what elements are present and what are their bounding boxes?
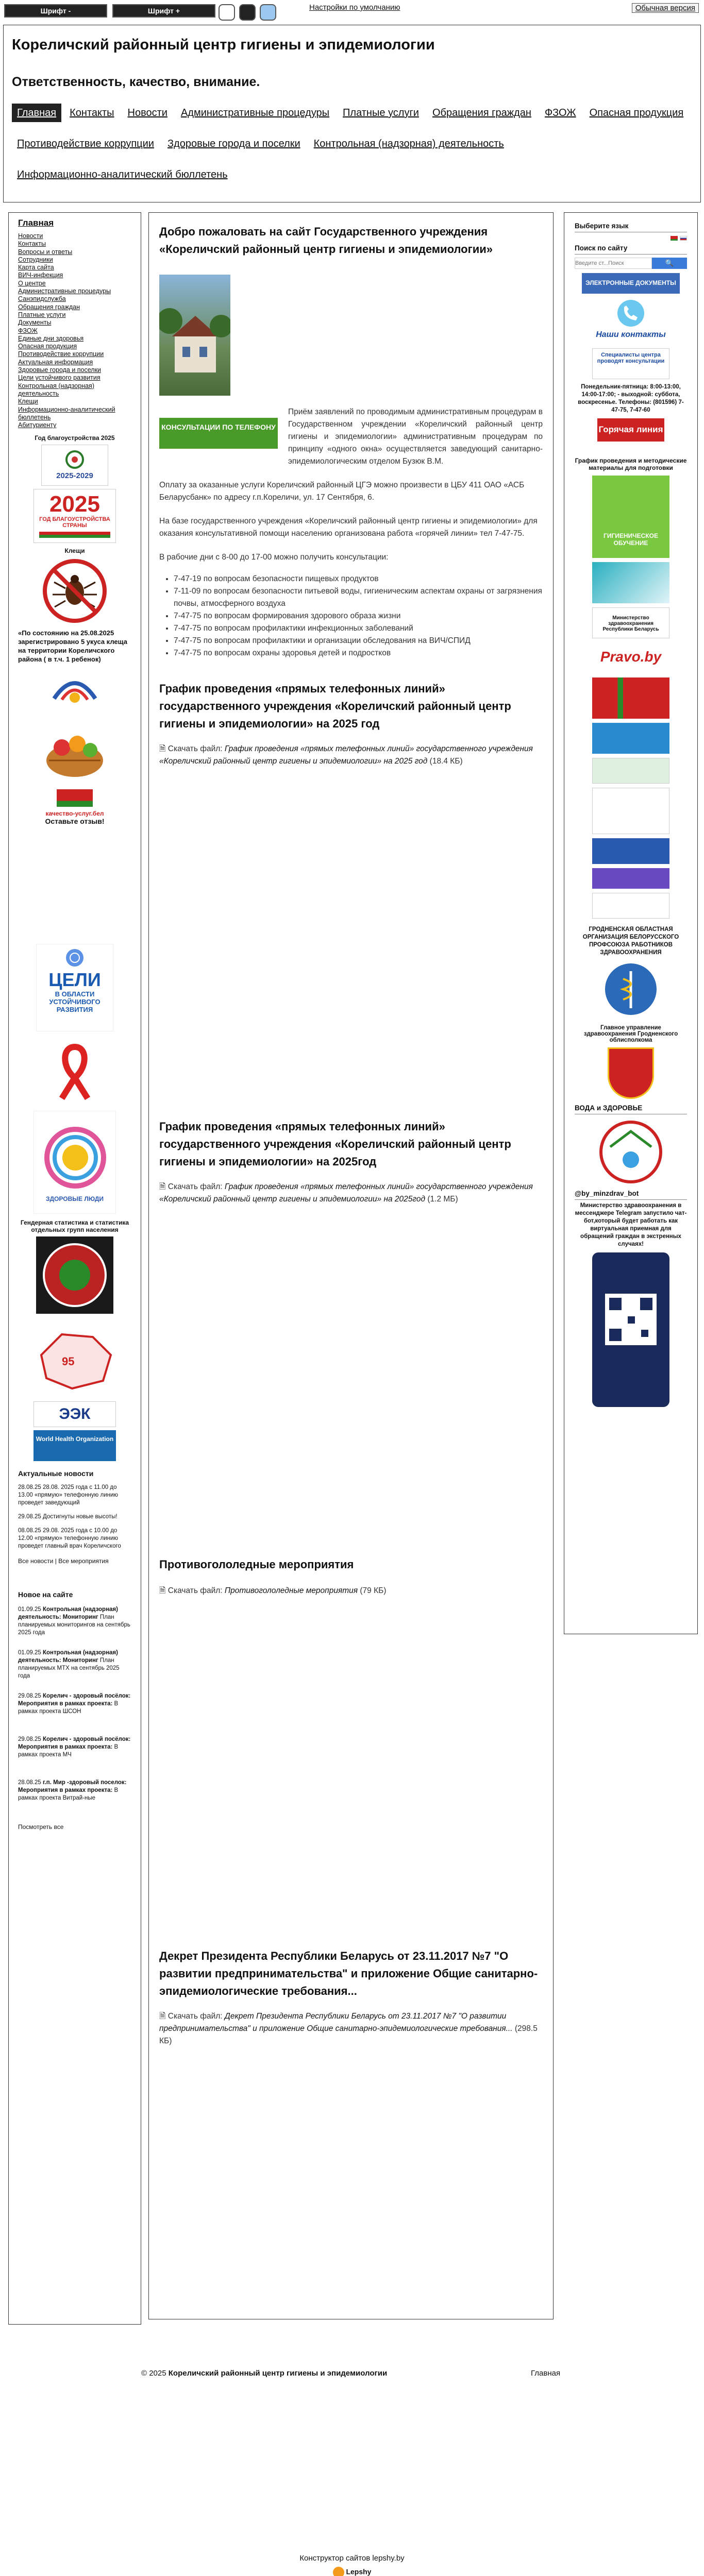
left-menu-item[interactable]: Противодействие коррупции xyxy=(18,350,104,358)
water-icon xyxy=(587,1118,675,1185)
belarus-map-banner[interactable] xyxy=(31,1324,119,1396)
site-news-link[interactable]: В рамках проекта МЧ xyxy=(18,1744,119,1758)
site-news-section-link[interactable]: Корелич - здоровый посёлок: Мероприятия в рамках проекта: xyxy=(18,1736,131,1751)
section-2-file-link[interactable]: График проведения «прямых телефонных линий» государственного учреждения «Кореличский районный центр гигиены и эпидемиологии» на 2025год xyxy=(159,1182,533,1204)
healthy-food-banner[interactable] xyxy=(39,724,111,786)
eek-banner[interactable]: ЭЭК xyxy=(33,1401,116,1427)
telegram-bot-banner[interactable] xyxy=(592,1252,669,1407)
nav-home[interactable]: Главная xyxy=(12,104,61,122)
un-logo-icon xyxy=(64,947,85,968)
consult-list xyxy=(174,573,543,659)
site-news-section-link[interactable]: г.п. Мир -здоровый поселок: Мероприятия в рамках проекта: xyxy=(18,1780,127,1794)
flag-icon xyxy=(57,789,93,807)
healthy-people-icon xyxy=(34,1111,116,1194)
font-decrease-button[interactable]: Шрифт - xyxy=(4,4,107,18)
red-ribbon-icon xyxy=(46,1042,103,1104)
building-photo xyxy=(159,275,230,396)
section-3-file-link[interactable]: Противогололедные мероприятия xyxy=(224,1586,358,1595)
download-icon: 🗎 xyxy=(159,1182,166,1191)
welcome-heading: Добро пожаловать на сайт Государственного учреждения «Кореличский районный центр гигиены и эпидемиологии» xyxy=(159,225,493,256)
right-sidebar xyxy=(564,212,698,1634)
left-menu-item[interactable]: Карта сайта xyxy=(18,264,54,272)
payment-text: Оплату за оказанные услуги Кореличский районный ЦГЭ можно произвести в ЦБУ 411 ОАО «АСБ Беларусбанк» по адресу г.п.Кореличи, ул. 17 Сентября, 6. xyxy=(159,481,525,502)
stats-title: Гендерная статистика и статистика отдельных групп населения xyxy=(20,1219,129,1234)
bot-text: Министерство здравоохранения в мессенджере Telegram запустило чат-бот,который будет работать как виртуальная приемная для обращений граждан в экстренных случаях! xyxy=(575,1202,687,1247)
section-3-title: Противогололедные мероприятия xyxy=(159,1558,354,1571)
left-menu-item[interactable]: ВИЧ-инфекция xyxy=(18,272,63,279)
left-sidebar: Главная Новости Контакты Вопросы и ответы Сотрудники Карта сайта ВИЧ-инфекция О центре Административные процедуры Санэпидслужба Обращения граждан Платные услуги Документы ФЗОЖ Единые дни здоровья Опасная продукция Противодействие коррупции Актуальная информация Здоровые города и поселки Цели устойчивого развития Контрольная (надзорная) деятельность Клещи Информационно-аналитический бюллетень Абитуриенту Год благоустройства 2025 2025-2029 2025 ГОД БЛАГОУСТРОЙСТВА СТРАНЫ Клещи «По состоянию на 25.08.2025 зарегистрировано 5 укуса клеща на территории Кореличского района ( в т.ч. 1 ребенок) качество-услуг.бел Оставьте отзыв! ЦЕЛИ В ОБЛАСТИ УСТОЙЧИВОГО РАЗВИТИЯ ЗДОРОВЫЕ ЛЮДИ Гендерная статистика и статистика отдельных групп населения 95 ЭЭК World Health Organization Актуальные новости 28.08.25 28.08. 2025 года с 11.00 до 13.00 «прямую» телефонную линию проведет заведующий 29.08.25 Достигнуты новые высоты! 08.08.25 29.08. 2025 года с 10.00 до 12.00 «прямую» телефонную линию проведет главный врач Кореличского Все новости | Все мероприятия Новое на сайте 01.09.25 Контрольная (надзорная) деятельность: Мониторинг План планируемых мониторингов на сентябрь 2025 года 01.09.25 Контрольная (надзорная) деятельность: Мониторинг План планируемых МТХ на сентябрь 2025 года 29.08.25 Корелич - здоровый посёлок: Мероприятия в рамках проекта: В рамках проекта ШСОН 29.08.25 Корелич - здоровый посёлок: Мероприятия в рамках проекта: В рамках проекта МЧ 28.08.25 г.п. Мир -здоровый поселок: Мероприятия в рамках проекта: В рамках проекта Витрай-ные Посмотреть все xyxy=(8,212,141,2325)
main-nav xyxy=(12,97,692,190)
tick-warning-banner[interactable] xyxy=(41,557,108,624)
consult-item: • 7-11-09 по вопросам безопасности питьевой воды, гигиеническим аспектам охраны от загрязнения почвы, атмосферного воздуха xyxy=(174,585,543,610)
site-news-item: 01.09.25 Контрольная (надзорная) деятельность: Мониторинг План планируемых МТХ на сентябрь 2025 года xyxy=(18,1650,120,1680)
news-title: Актуальные новости xyxy=(18,1469,94,1478)
building-image xyxy=(159,275,230,396)
year-banner-title: Год благоустройства 2025 xyxy=(35,434,115,442)
news-list xyxy=(18,1484,131,1550)
constructor-signature xyxy=(0,2554,704,2576)
specialists-banner[interactable]: Специалисты центра проводят консультации xyxy=(592,348,669,379)
phone-icon xyxy=(608,298,654,329)
download-icon: 🗎 xyxy=(159,2012,166,2021)
theme-black-swatch[interactable] xyxy=(239,4,256,21)
blue-info-banner[interactable] xyxy=(592,838,669,864)
consult-item: • 7-47-75 по вопросам формирования здорового образа жизни xyxy=(174,610,543,622)
bot-name: @by_minzdrav_bot xyxy=(575,1190,687,1200)
union-text: ГРОДНЕНСКАЯ ОБЛАСТНАЯ ОРГАНИЗАЦИЯ БЕЛОРУССКОГО ПРОФСОЮЗА РАБОТНИКОВ ЗДРАВООХРАНЕНИЯ xyxy=(582,926,679,956)
section-1-title: График проведения «прямых телефонных линий» государственного учреждения «Кореличский районный центр гигиены и эпидемиологии» на 2025 год xyxy=(159,682,511,730)
site-news-item: 01.09.25 Контрольная (надзорная) деятельность: Мониторинг План планируемых мониторингов на сентябрь 2025 года xyxy=(18,1606,130,1636)
grodno-emblem[interactable] xyxy=(608,1047,654,1099)
download-icon: 🗎 xyxy=(159,1586,166,1595)
pravo-banner[interactable]: Pravo.by xyxy=(600,649,662,665)
methods-title: График проведения и методические материалы для подготовки xyxy=(575,457,687,471)
site-news-section-link[interactable]: Корелич - здоровый посёлок: Мероприятия в рамках проекта: xyxy=(18,1693,131,1707)
news-link[interactable]: Достигнуты новые высоты! xyxy=(42,1514,118,1520)
ministry-health-banner[interactable]: Министерство здравоохранения Республики Беларусь xyxy=(592,607,669,638)
left-menu-item[interactable]: Документы xyxy=(18,319,52,327)
view-all-link[interactable]: Посмотреть все xyxy=(18,1823,64,1831)
left-menu-item[interactable]: О центре xyxy=(18,279,46,287)
ticks-title: Клещи xyxy=(64,547,85,555)
left-menu-title[interactable]: Главная xyxy=(18,218,54,228)
qr-code-icon xyxy=(605,1294,657,1345)
default-settings-link[interactable]: Настройки по умолчанию xyxy=(309,3,400,12)
healthy-people-banner[interactable]: ЗДОРОВЫЕ ЛЮДИ xyxy=(33,1111,116,1214)
wreath-icon xyxy=(57,449,93,470)
who-banner[interactable]: World Health Organization xyxy=(33,1430,116,1461)
left-menu-item[interactable]: Контакты xyxy=(18,240,46,248)
site-news-link[interactable]: В рамках проекта ШСОН xyxy=(18,1701,119,1715)
left-menu-item[interactable]: Цели устойчивого развития xyxy=(18,374,100,382)
site-news-list xyxy=(18,1606,131,1815)
flag-by-icon[interactable] xyxy=(671,236,678,241)
left-menu-item[interactable]: Санэпидслужба xyxy=(18,295,66,303)
top-bar xyxy=(0,0,704,21)
svg-text:95: 95 xyxy=(62,1355,75,1368)
all-news-link[interactable]: Все новости xyxy=(18,1557,54,1565)
left-menu-item[interactable]: Контрольная (надзорная) деятельность xyxy=(18,382,94,397)
water-health-banner[interactable] xyxy=(587,1118,675,1185)
download-icon: 🗎 xyxy=(159,744,166,753)
search-form xyxy=(575,258,687,269)
news-item: 28.08.25 28.08. 2025 года с 11.00 до 13.00 «прямую» телефонную линию проведет заведующий xyxy=(18,1484,119,1506)
nav-contacts[interactable]: Контакты xyxy=(70,107,114,118)
state-symbols-banner[interactable] xyxy=(592,677,669,719)
sdg-banner[interactable]: ЦЕЛИ В ОБЛАСТИ УСТОЙЧИВОГО РАЗВИТИЯ xyxy=(36,944,113,1031)
consult-item: • 7-47-75 по вопросам охраны здоровья детей и подростков xyxy=(174,647,543,659)
left-menu-item[interactable]: Платные услуги xyxy=(18,311,66,318)
theme-white-swatch[interactable] xyxy=(219,4,235,21)
hotline-text: На базе государственного учреждения «Кореличский районный центр гигиены и эпидемиологии» для оказания консультативной помощи населению организована работа «горячей линии» тел 7-47-75. xyxy=(159,517,538,538)
nav-healthy-cities[interactable]: Здоровые города и поселки xyxy=(167,138,300,149)
section-1-download: 🗎 Скачать файл: График проведения «прямых телефонных линий» государственного учреждения «Кореличский районный центр гигиены и эпидемиологии» на 2025 год (18.4 КБ) xyxy=(159,744,533,766)
site-slogan: Ответственность, качество, внимание. xyxy=(12,75,260,89)
section-1-file-link[interactable]: График проведения «прямых телефонных линий» государственного учреждения «Кореличский районный центр гигиены и эпидемиологии» на 2025 год xyxy=(159,744,533,766)
gender-stats-banner[interactable] xyxy=(36,1236,113,1314)
footer-home-link[interactable]: Главная xyxy=(531,2369,561,2378)
green-info-banner[interactable] xyxy=(592,758,669,784)
gu-text: Главное управление здравоохранения Гродненского облисполкома xyxy=(583,1025,678,1043)
site-news-item: 28.08.25 г.п. Мир -здоровый поселок: Мероприятия в рамках проекта: В рамках проекта Витрай-ные xyxy=(18,1780,127,1802)
news-link[interactable]: 28.08. 2025 года с 11.00 до 13.00 «прямую» телефонную линию проведет заведующий xyxy=(18,1484,119,1506)
font-increase-button[interactable]: Шрифт + xyxy=(112,4,215,18)
site-news-item: 29.08.25 Корелич - здоровый посёлок: Мероприятия в рамках проекта: В рамках проекта ШСОН xyxy=(18,1693,131,1715)
profsoyuz-banner[interactable] xyxy=(592,893,669,919)
left-menu-item[interactable]: Клещи xyxy=(18,398,38,405)
basket-icon xyxy=(39,724,111,781)
news-item: 29.08.25 Достигнуты новые высоты! xyxy=(18,1514,118,1520)
section-4-download: 🗎 Скачать файл: Декрет Президента Республики Беларусь от 23.11.2017 №7 "О развитии предпринимательства" и приложение Общие санитарно-эпидемиологические требования... (298.5 КБ) xyxy=(159,2012,538,2045)
medical-banner[interactable] xyxy=(592,562,669,603)
left-menu-item[interactable]: Обращения граждан xyxy=(18,303,80,311)
stats-emblem-icon xyxy=(36,1236,113,1314)
nav-paid-services[interactable]: Платные услуги xyxy=(343,107,419,118)
ticks-status-text: «По состоянию на 25.08.2025 зарегистрировано 5 укуса клеща на территории Кореличского района ( в т.ч. 1 ребенок) xyxy=(18,629,128,664)
news-link[interactable]: 29.08. 2025 года с 10.00 до 12.00 «прямую» телефонную линию проведет главный врач Кореличского xyxy=(18,1528,121,1550)
main-content xyxy=(148,212,554,2319)
section-4-file-link[interactable]: Декрет Президента Республики Беларусь от 23.11.2017 №7 "О развитии предпринимательства" и приложение Общие санитарно-эпидемиологические требования... xyxy=(159,2012,513,2033)
left-menu-item[interactable]: Здоровые города и поселки xyxy=(18,366,102,374)
aids-ribbon-banner[interactable] xyxy=(46,1042,103,1104)
contacts-banner[interactable]: Наши контакты xyxy=(595,298,667,344)
search-title: Поиск по сайту xyxy=(575,244,687,255)
language-title: Выберите язык xyxy=(575,222,687,232)
tick-icon xyxy=(41,557,108,624)
footer-org: Кореличский районный центр гигиены и эпидемиологии xyxy=(168,2369,388,2378)
left-menu-item[interactable]: Информационно-аналитический бюллетень xyxy=(18,405,115,421)
belarus-map-icon xyxy=(31,1324,119,1396)
year-2025-2029-banner[interactable]: 2025-2029 xyxy=(41,445,108,486)
hygiene-training-banner[interactable]: ГИГИЕНИЧЕСКОЕ ОБУЧЕНИЕ xyxy=(592,476,669,558)
nav-fzozh[interactable]: ФЗОЖ xyxy=(544,107,576,118)
lepshy-icon xyxy=(333,2567,344,2576)
site-header xyxy=(3,25,701,202)
nav-news[interactable]: Новости xyxy=(127,107,167,118)
lepshy-logo[interactable]: Lepshy xyxy=(331,2567,373,2576)
nav-dangerous-products[interactable]: Опасная продукция xyxy=(589,107,684,118)
theme-blue-swatch[interactable] xyxy=(260,4,276,21)
left-menu-item[interactable]: Вопросы и ответы xyxy=(18,248,73,256)
section-3-download: 🗎 Скачать файл: Противогололедные мероприятия (79 КБ) xyxy=(159,1586,387,1595)
site-news-link[interactable]: План планируемых МТХ на сентябрь 2025 года xyxy=(18,1657,120,1680)
hours-text: В рабочие дни с 8-00 до 17-00 можно получить консультации: xyxy=(159,553,389,562)
hotline-banner[interactable]: Горячая линия xyxy=(597,418,664,442)
section-2-title: График проведения «прямых телефонных линий» государственного учреждения «Кореличский районный центр гигиены и эпидемиологии» на 2025год xyxy=(159,1120,511,1168)
all-events-link[interactable]: Все мероприятия xyxy=(58,1557,109,1565)
footer: © 2025 Кореличский районный центр гигиены и эпидемиологии xyxy=(141,2369,388,2378)
site-news-link[interactable]: В рамках проекта Витрай-ные xyxy=(18,1787,119,1802)
left-menu-item[interactable]: Единые дни здоровья xyxy=(18,334,84,342)
left-menu xyxy=(18,232,131,429)
union-emblem[interactable] xyxy=(602,961,659,1018)
nav-admin-procedures[interactable]: Административные процедуры xyxy=(180,107,330,118)
left-menu-item[interactable]: Сотрудники xyxy=(18,256,53,263)
consult-item: • 7-47-19 по вопросам безопасности пищевых продуктов xyxy=(174,573,543,585)
constructor-link[interactable]: Конструктор сайтов lepshy.by xyxy=(299,2554,405,2563)
left-menu-item[interactable]: Административные процедуры xyxy=(18,287,111,295)
emblem-icon xyxy=(49,668,100,708)
site-news-title: Новое на сайте xyxy=(18,1590,73,1599)
phone-consult-banner[interactable]: КОНСУЛЬТАЦИИ ПО ТЕЛЕФОНУ xyxy=(159,418,278,449)
left-menu-item[interactable]: Новости xyxy=(18,232,43,240)
site-news-section-link[interactable]: Контрольная (надзорная) деятельность: Мониторинг xyxy=(18,1606,118,1621)
consult-item: • 7-47-75 по вопросам профилактики и организации обследования на ВИЧ/СПИД xyxy=(174,635,543,647)
left-menu-item[interactable]: Опасная продукция xyxy=(18,343,77,350)
nav-appeals[interactable]: Обращения граждан xyxy=(432,107,531,118)
site-news-section-link[interactable]: Контрольная (надзорная) деятельность: Мониторинг xyxy=(18,1650,118,1664)
nav-bulletin[interactable]: Информационно-аналитический бюллетень xyxy=(17,169,228,180)
flag-stripe xyxy=(39,532,110,538)
nav-anticorruption[interactable]: Противодействие коррупции xyxy=(17,138,154,149)
section-4-title: Декрет Президента Республики Беларусь от 23.11.2017 №7 "О развитии предпринимательства" и приложение Общие санитарно-эпидемиологические требования... xyxy=(159,1950,538,1997)
site-news-link[interactable]: План планируемых мониторингов на сентябрь 2025 года xyxy=(18,1614,130,1636)
caduceus-icon xyxy=(602,961,659,1018)
quality-banner[interactable]: качество-услуг.бел Оставьте отзыв! xyxy=(18,789,131,825)
hours-info: Понедельник-пятница: 8:00-13:00, 14:00-17:00; - выходной: суббота, воскресенье. Телефоны: (801596) 7-47-75, 7-47-60 xyxy=(578,384,684,413)
left-menu-item[interactable]: ФЗОЖ xyxy=(18,327,38,334)
normal-version-link[interactable]: Обычная версия xyxy=(632,3,699,13)
site-title: Кореличский районный центр гигиены и эпидемиологии xyxy=(12,37,435,53)
left-menu-item[interactable]: Актуальная информация xyxy=(18,358,93,366)
consult-item: • 7-47-75 по вопросам профилактики инфекционных заболеваний xyxy=(174,622,543,635)
search-input[interactable] xyxy=(575,258,652,269)
reception-text: Приём заявлений по проводимым административным процедурам в Государственном учреждении «Кореличский районный центр гигиены и эпидемиологии» административным процедурам по принципу «одного окна» осуществляется заведующий санитарно-эпидемиологическим отделом Бузюк В.М. xyxy=(288,408,543,466)
nav-control-activity[interactable]: Контрольная (надзорная) деятельность xyxy=(313,138,504,149)
left-menu-item[interactable]: Абитуриенту xyxy=(18,421,57,429)
electronic-docs-banner[interactable]: ЭЛЕКТРОННЫЕ ДОКУМЕНТЫ xyxy=(582,273,680,294)
emblem-banner[interactable] xyxy=(592,723,669,754)
sanitary-banner[interactable] xyxy=(592,788,669,834)
news-item: 08.08.25 29.08. 2025 года с 10.00 до 12.00 «прямую» телефонную линию проведет главный врач Кореличского xyxy=(18,1528,121,1550)
flag-ru-icon[interactable] xyxy=(680,236,687,241)
logo-banner[interactable] xyxy=(46,668,103,709)
site-news-item: 29.08.25 Корелич - здоровый посёлок: Мероприятия в рамках проекта: В рамках проекта МЧ xyxy=(18,1736,131,1758)
search-button[interactable]: 🔍 xyxy=(652,258,687,269)
year-of-improvement-banner[interactable]: 2025 ГОД БЛАГОУСТРОЙСТВА СТРАНЫ xyxy=(33,489,116,543)
language-flags xyxy=(575,234,687,242)
purple-info-banner[interactable] xyxy=(592,868,669,889)
section-2-download: 🗎 Скачать файл: График проведения «прямых телефонных линий» государственного учреждения «Кореличский районный центр гигиены и эпидемиологии» на 2025год (1.2 МБ) xyxy=(159,1182,533,1204)
water-health-title: ВОДА и ЗДОРОВЬЕ xyxy=(575,1104,687,1114)
